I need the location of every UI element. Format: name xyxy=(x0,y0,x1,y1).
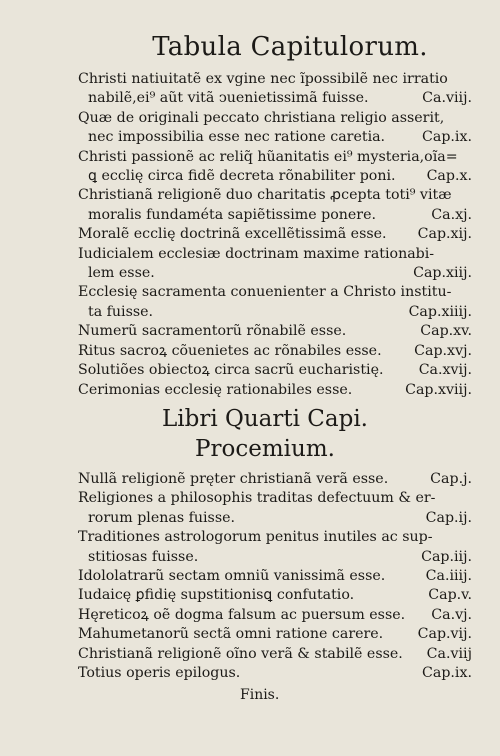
chapter-entry-line xyxy=(78,283,472,302)
chapter-entry-text: Christi natiuitatẽ ex vgine nec ĩpossibilẽ nec irratio xyxy=(78,71,448,87)
chapter-entry xyxy=(78,186,472,225)
chapter-entry-text: lem esse. xyxy=(88,265,155,282)
chapter-number: Cap.v. xyxy=(428,587,472,604)
chapter-entry-line xyxy=(78,245,472,264)
chapter-number: Ca.xj. xyxy=(431,206,472,223)
chapter-entry-text: moralis fundaméta sapiẽtissime ponere. xyxy=(88,206,376,223)
chapter-entry-line xyxy=(78,128,472,147)
chapter-entry-line xyxy=(78,664,472,683)
chapter-entry xyxy=(78,489,472,528)
chapter-entry-line xyxy=(78,206,472,225)
chapter-entry-text: Idololatrarũ sectam omniũ vanissimã esse. xyxy=(78,567,386,584)
chapter-entry xyxy=(78,109,472,148)
chapter-entry-line xyxy=(78,303,472,322)
chapter-entry-text: Christianã religionẽ duo charitatis ꝓcepta toti⁹ vitæ xyxy=(78,187,452,204)
chapter-number: Cap.xiiij. xyxy=(408,303,472,320)
chapter-entry-line xyxy=(78,528,472,547)
chapter-entry-line xyxy=(78,645,472,664)
chapter-entry-line xyxy=(78,548,472,567)
chapter-list-book4 xyxy=(78,470,472,683)
chapter-number: Cap.x. xyxy=(426,168,472,185)
chapter-entry xyxy=(78,245,472,284)
chapter-number: Cap.ij. xyxy=(425,509,472,526)
finis-text: Finis. xyxy=(240,687,280,704)
chapter-entry-line xyxy=(78,586,472,605)
chapter-entry-text: Numerũ sacramentorũ rõnabilẽ esse. xyxy=(78,323,347,340)
chapter-entry-text: Traditiones astrologorum penitus inutiles ac sup- xyxy=(78,529,433,546)
chapter-number: Cap.xv. xyxy=(420,323,472,340)
chapter-entry-line xyxy=(78,167,472,186)
chapter-entry xyxy=(78,342,472,361)
chapter-entry-text: Religiones a philosophis traditas defectuum & er- xyxy=(78,490,436,507)
chapter-entry xyxy=(78,225,472,244)
chapter-entry-text: Iudaicę ꝑfidię supstitionisꝗ confutatio. xyxy=(78,587,355,604)
chapter-entry-line xyxy=(78,70,472,89)
chapter-entry-text: ta fuisse. xyxy=(88,303,154,320)
chapter-entry-line xyxy=(78,264,472,283)
chapter-entry xyxy=(78,625,472,644)
chapter-entry xyxy=(78,322,472,341)
chapter-entry-line xyxy=(78,361,472,380)
chapter-entry-line xyxy=(78,606,472,625)
chapter-entry-line xyxy=(78,567,472,586)
chapter-entry-text: Mahumetanorũ sectã omni ratione carere. xyxy=(78,626,384,643)
chapter-number: Cap.iij. xyxy=(421,548,472,565)
chapter-entry xyxy=(78,586,472,605)
page-title: Tabula Capitulorum. xyxy=(152,32,428,62)
chapter-entry-text: Iudicialem ecclesiæ doctrinam maxime rationabi- xyxy=(78,245,435,262)
chapter-entry xyxy=(78,283,472,322)
chapter-entry-line xyxy=(78,381,472,400)
chapter-number: Ca.xvij. xyxy=(418,362,472,379)
chapter-entry-text: Christianã religionẽ oĩno verã & stabilẽ esse. xyxy=(78,645,403,662)
chapter-entry xyxy=(78,381,472,400)
chapter-entry-text: Ritus sacroꝝ cõuenietes ac rõnabiles esse. xyxy=(78,342,382,359)
chapter-entry-text: Hęreticoꝝ oẽ dogma falsum ac puersum esse. xyxy=(78,606,406,623)
chapter-entry-text: Solutiões obiectoꝝ circa sacrũ eucharistię. xyxy=(78,362,384,379)
chapter-entry xyxy=(78,664,472,683)
chapter-entry-line xyxy=(78,109,472,128)
chapter-entry-text: nec impossibilia esse nec ratione caretia. xyxy=(88,129,386,146)
chapter-number: Ca.viij. xyxy=(422,90,472,107)
chapter-entry-text: nabilẽ,ei⁹ aũt vitã ↄuenietissimã fuisse. xyxy=(88,90,369,107)
chapter-number: Cap.ix. xyxy=(422,129,472,146)
chapter-entry-line xyxy=(78,322,472,341)
chapter-number: Cap.xviij. xyxy=(405,381,472,398)
chapter-number: Cap.ix. xyxy=(422,664,472,681)
chapter-entry-text: Ecclesię sacramenta conuenienter a Christo institu- xyxy=(78,284,452,301)
chapter-entry-line xyxy=(78,625,472,644)
chapter-entry-line xyxy=(78,225,472,244)
chapter-entry xyxy=(78,470,472,489)
chapter-number: Cap.j. xyxy=(430,470,472,487)
chapter-entry-text: stitiosas fuisse. xyxy=(88,548,199,565)
chapter-entry-text: Moralẽ ecclię doctrinã excellẽtissimã esse. xyxy=(78,226,387,243)
chapter-number: Ca.iiij. xyxy=(425,567,472,584)
chapter-entry xyxy=(78,645,472,664)
chapter-entry-text: Quæ de originali peccato christiana religio asserit, xyxy=(78,109,445,126)
chapter-entry-line xyxy=(78,470,472,489)
chapter-entry-text: Cerimonias ecclesię rationabiles esse. xyxy=(78,381,353,398)
chapter-list-book3 xyxy=(78,70,472,400)
chapter-entry xyxy=(78,70,472,109)
chapter-entry-line xyxy=(78,342,472,361)
chapter-entry-text: ꝗ ecclię circa fidẽ decreta rõnabiliter poni. xyxy=(88,168,396,185)
chapter-entry-line xyxy=(78,89,472,108)
chapter-number: Ca.vj. xyxy=(431,606,472,623)
chapter-number: Cap.xij. xyxy=(417,226,472,243)
chapter-entry xyxy=(78,148,472,187)
chapter-entry-text: rorum plenas fuisse. xyxy=(88,509,236,526)
chapter-entry-text: Christi passionẽ ac reliq̃ hũanitatis ei⁹ mysteria,oĩa= xyxy=(78,148,458,165)
chapter-entry xyxy=(78,567,472,586)
chapter-entry-text: Nullã religionẽ pręter christianã verã esse. xyxy=(78,470,389,487)
chapter-number: Cap.vij. xyxy=(417,626,472,643)
chapter-entry xyxy=(78,528,472,567)
chapter-entry xyxy=(78,361,472,380)
chapter-number: Cap.xiij. xyxy=(413,265,472,282)
chapter-number: Ca.viij xyxy=(426,645,472,662)
chapter-entry-line xyxy=(78,186,472,205)
chapter-entry xyxy=(78,606,472,625)
chapter-entry-line xyxy=(78,489,472,508)
chapter-number: Cap.xvj. xyxy=(414,342,472,359)
chapter-entry-text: Totius operis epilogus. xyxy=(78,664,241,681)
chapter-entry-line xyxy=(78,148,472,167)
book-four-heading: Libri Quarti Capi. xyxy=(161,405,368,432)
chapter-entry-line xyxy=(78,509,472,528)
procemium-heading: Procemium. xyxy=(195,435,335,462)
